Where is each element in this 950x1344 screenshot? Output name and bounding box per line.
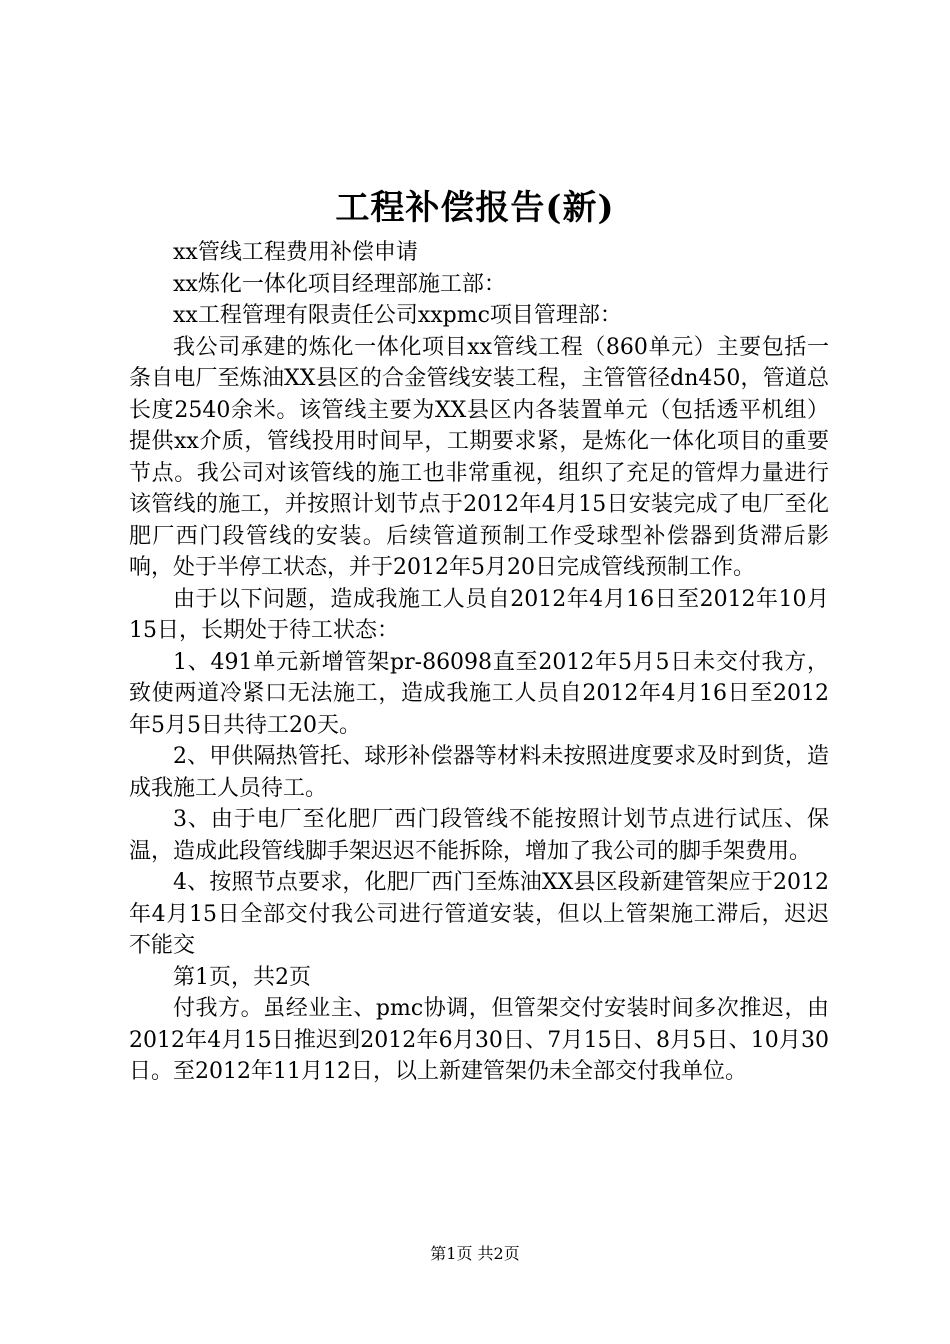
paragraph-delay-summary: 由于以下问题，造成我施工人员自2012年4月16日至2012年10月15日，长期处于待工状态： [129,586,829,643]
paragraph-project-intro: 我公司承建的炼化一体化项目xx管线工程（860单元）主要包括一条自电厂至炼油XX县区的合金管线安装工程，主管管径dn450，管道总长度2540余米。该管线主要为XX县区内各装置单元（包括透平机组）提供xx介质，管线投用时间早，工期要求紧，是炼化一体化项目的重要节点。我公司对该管线的施工也非常重视，组织了充足的管焊力量进行该管线的施工，并按照计划节点于2012年4月15日安装完成了电厂至化肥厂西门段管线的安装。后续管道预制工作受球型补偿器到货滞后影响，处于半停工状态，并于2012年5月20日完成管线预制工作。 [129,334,829,580]
inline-page-marker: 第1页，共2页 [173,964,311,990]
document-body [129,237,829,1088]
paragraph-recipient-2: xx工程管理有限责任公司xxpmc项目管理部： [173,303,622,328]
paragraph-item-3: 3、由于电厂至化肥厂西门段管线不能按照计划节点进行试压、保温，造成此段管线脚手架迟迟不能拆除，增加了我公司的脚手架费用。 [129,807,829,864]
document-title: 工程补偿报告(新) [335,188,615,228]
paragraph-item-1: 1、491单元新增管架pr-86098直至2012年5月5日未交付我方，致使两道冷紧口无法施工，造成我施工人员自2012年4月16日至2012年5月5日共待工20天。 [129,649,829,738]
paragraph-recipient-1: xx炼化一体化项目经理部施工部： [173,271,506,297]
paragraph-subject: xx管线工程费用补偿申请 [173,240,418,265]
paragraph-item-2: 2、甲供隔热管托、球形补偿器等材料未按照进度要求及时到货，造成我施工人员待工。 [129,744,829,801]
paragraph-item-4: 4、按照节点要求，化肥厂西门至炼油XX县区段新建管架应于2012年4月15日全部交付我公司进行管道安装，但以上管架施工滞后，迟迟不能交 [129,870,829,958]
paragraph-continuation: 付我方。虽经业主、pmc协调，但管架交付安装时间多次推迟，由2012年4月15日推迟到2012年6月30日、7月15日、8月5日、10月30日。至2012年11月12日，以上新建管架仍未全部交付我单位。 [129,996,829,1084]
page-footer: 第1页 共2页 [430,1244,520,1263]
